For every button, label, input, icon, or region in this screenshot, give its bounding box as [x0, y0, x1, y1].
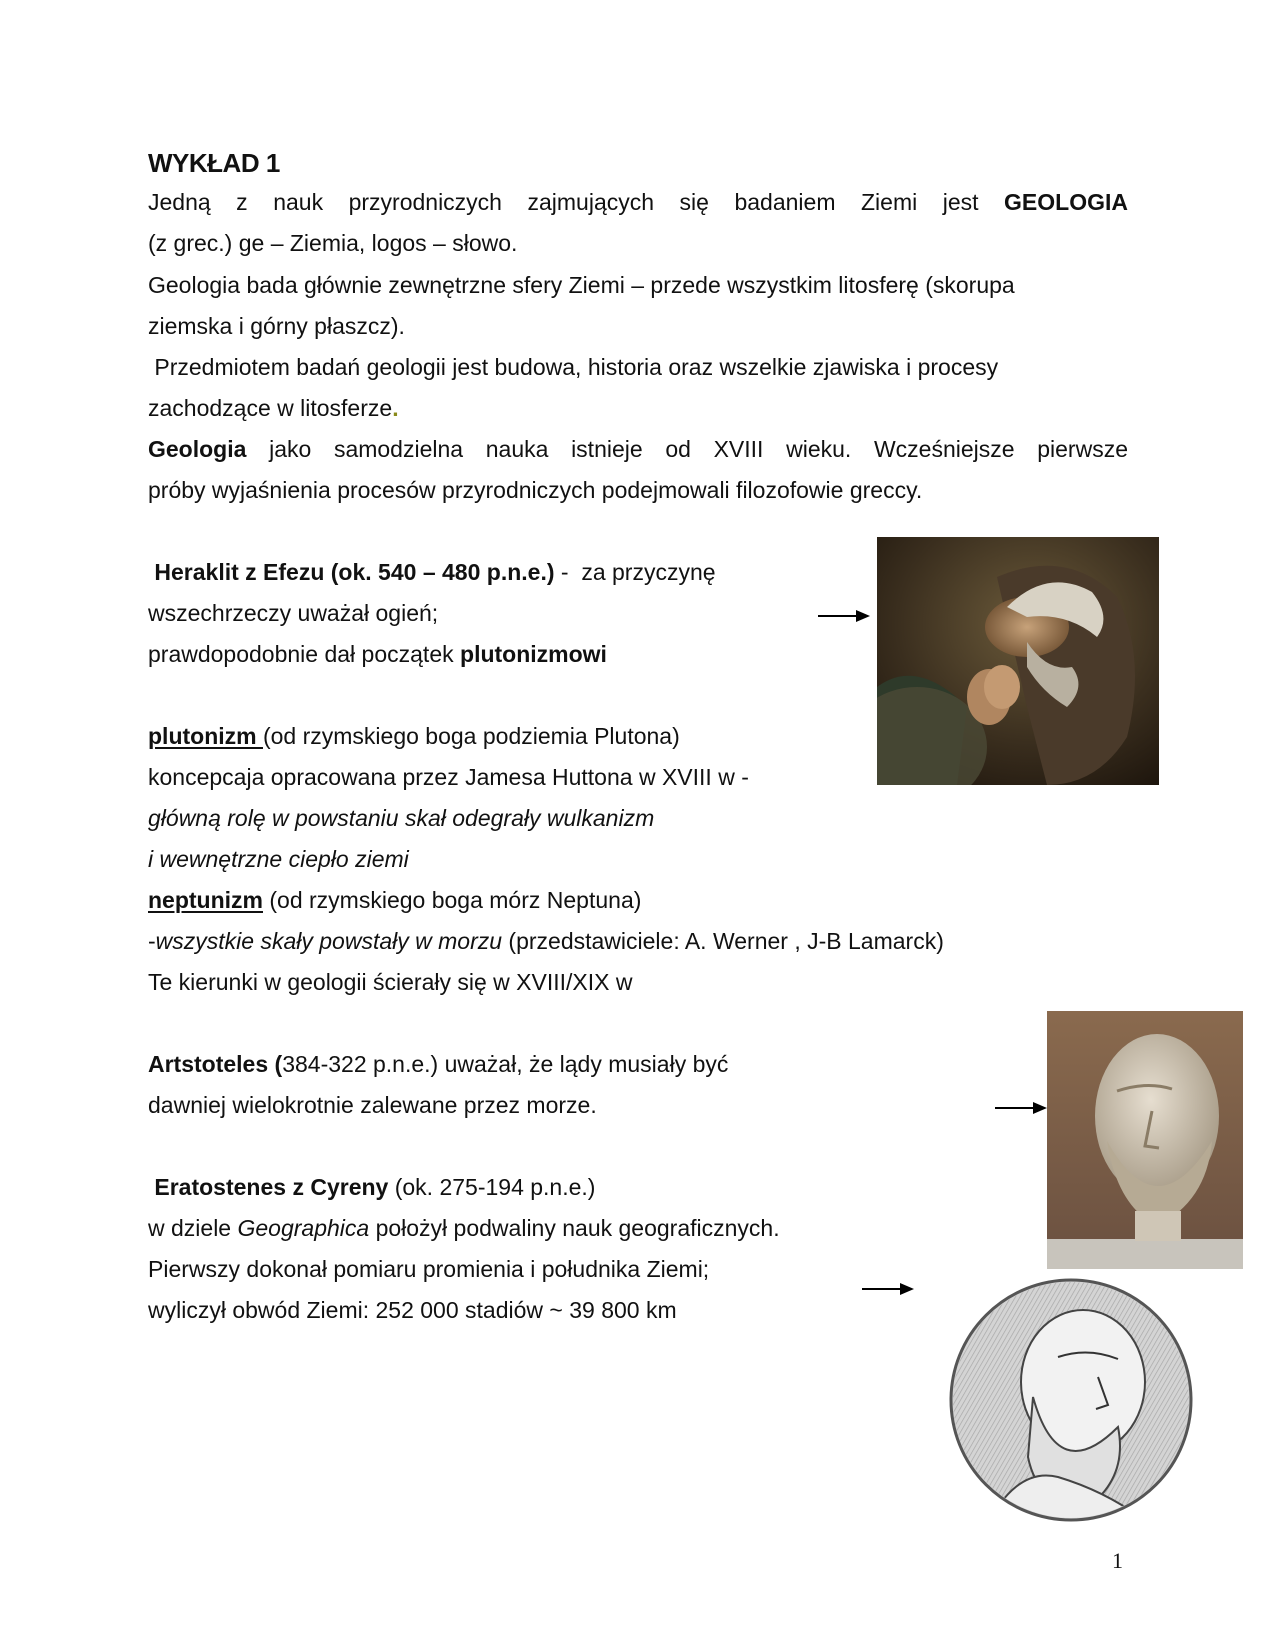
arystoteles-line-1: Artstoteles (384-322 p.n.e.) uważał, że lądy musiały być	[148, 1051, 729, 1077]
plutonizm-line-2: koncepcaja opracowana przez Jamesa Huttona w XVIII w -	[148, 764, 749, 790]
aristotle-bust	[1047, 1011, 1243, 1269]
arrow-icon	[818, 606, 872, 626]
arystoteles-line-2: dawniej wielokrotnie zalewane przez morze.	[148, 1092, 597, 1118]
heraklit-line-1: Heraklit z Efezu (ok. 540 – 480 p.n.e.) - za przyczynę	[154, 559, 716, 585]
plutonizm-line-1: plutonizm (od rzymskiego boga podziemia Plutona)	[148, 723, 680, 749]
intro-line-3: Geologia bada głównie zewnętrzne sfery Ziemi – przede wszystkim litosferę (skorupa	[148, 272, 1015, 298]
intro-line-6: zachodzące w litosferze.	[148, 395, 399, 421]
heraklit-portrait	[877, 537, 1159, 785]
eratostenes-line-3: Pierwszy dokonał pomiaru promienia i południka Ziemi;	[148, 1256, 710, 1282]
neptunizm-line-3: Te kierunki w geologii ścierały się w XVIII/XIX w	[148, 969, 633, 995]
intro-line-2: (z grec.) ge – Ziemia, logos – słowo.	[148, 230, 518, 256]
arrow-icon	[995, 1098, 1049, 1118]
heraklit-line-3: prawdopodobnie dał początek plutonizmowi	[148, 641, 607, 667]
intro-line-7: Geologia jako samodzielna nauka istnieje od XVIII wieku. Wcześniejsze pierwsze	[148, 436, 1128, 462]
page-number: 1	[1112, 1548, 1123, 1573]
neptunizm-line-1: neptunizm (od rzymskiego boga mórz Neptuna)	[148, 887, 642, 913]
intro-line-5: Przedmiotem badań geologii jest budowa, historia oraz wszelkie zjawiska i procesy	[148, 354, 999, 380]
eratostenes-line-1: Eratostenes z Cyreny (ok. 275-194 p.n.e.)	[154, 1174, 596, 1200]
eratostenes-engraving	[948, 1277, 1194, 1523]
arrow-icon	[862, 1279, 916, 1299]
eratostenes-line-2: w dziele Geographica położył podwaliny nauk geograficznych.	[148, 1215, 780, 1241]
neptunizm-line-2: -wszystkie skały powstały w morzu (przedstawiciele: A. Werner , J-B Lamarck)	[148, 928, 944, 954]
intro-line-1: Jedną z nauk przyrodniczych zajmujących się badaniem Ziemi jest GEOLOGIA	[148, 189, 1128, 215]
intro-line-8: próby wyjaśnienia procesów przyrodniczych podejmowali filozofowie greccy.	[148, 477, 923, 503]
plutonizm-line-4: i wewnętrzne ciepło ziemi	[148, 846, 409, 872]
lecture-title: WYKŁAD 1	[148, 148, 280, 178]
plutonizm-line-3: główną rolę w powstaniu skał odegrały wulkanizm	[148, 805, 655, 831]
eratostenes-line-4: wyliczył obwód Ziemi: 252 000 stadiów ~ 39 800 km	[148, 1297, 677, 1323]
intro-line-4: ziemska i górny płaszcz).	[148, 313, 405, 339]
heraklit-line-2: wszechrzeczy uważał ogień;	[148, 600, 439, 626]
